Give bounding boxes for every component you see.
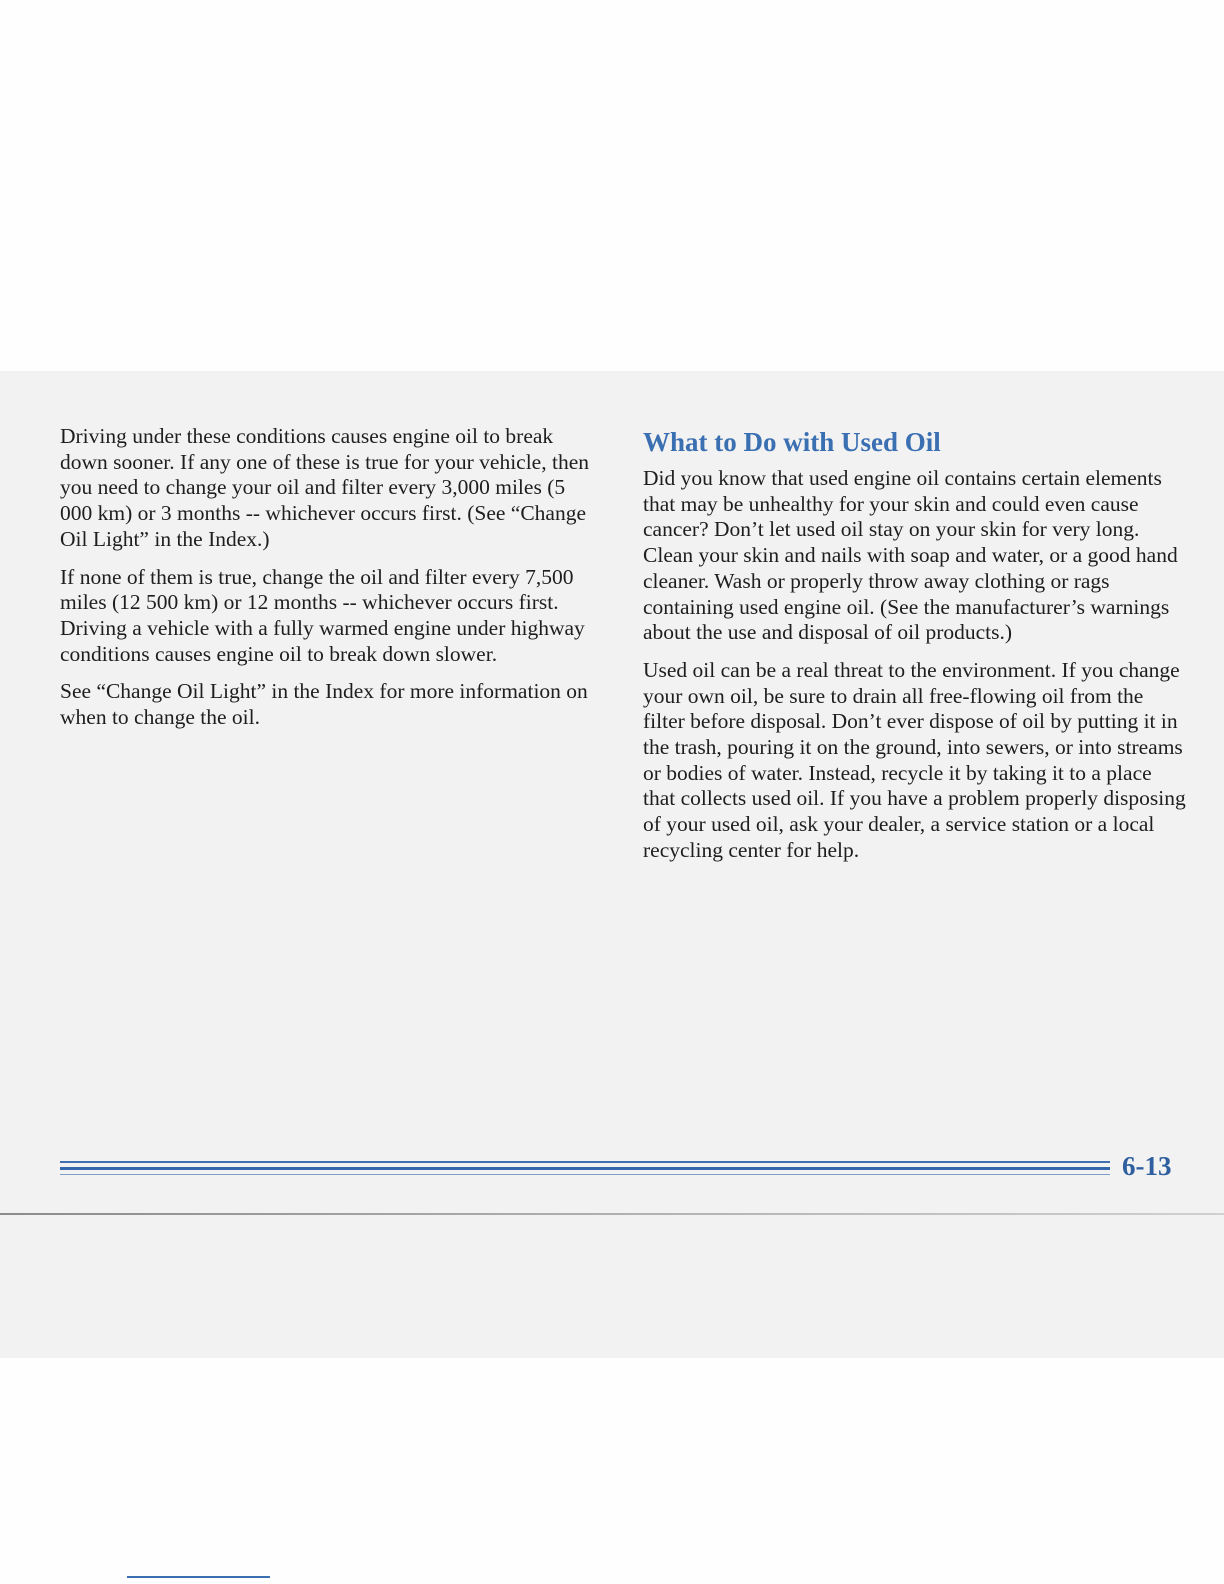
footer-rule-middle [60,1167,1110,1170]
footer-rule-top [60,1161,1110,1163]
page-number: 6-13 [1122,1151,1172,1181]
paragraph-health-warning: Did you know that used engine oil contains certain elements that may be unhealthy for your skin and could even cause cancer? Don’t let used oil stay on your skin for very long. Clean your skin and nails with soap and water, or a good hand cleaner. Wash or properly throw away clothing or rags containing used engine oil. (See the manufacturer’s warnings about the use and disposal of oil products.) [643,466,1178,645]
scan-divider-line [0,1213,1224,1215]
paragraph-environment: Used oil can be a real threat to the environment. If you change your own oil, be sure to drain all free-flowing oil from the filter before disposal. Don’t ever dispose of oil by putting it in the trash, pouring it on the ground, into sewers, or into streams or bodies of water. Instead, recycle it by taking it to a place that collects used oil. If you have a problem properly disposing of your used oil, ask your dealer, a service station or a local recycling center for help. [643,657,1186,862]
section-heading: What to Do with Used Oil [643,427,941,457]
paragraph-oil-change-normal: If none of them is true, change the oil and filter every 7,500 miles (12 500 km) or 12 months -- whichever occurs first. Driving a vehicle with a fully warmed engine under highway conditions causes engine oil to break down slower. [60,564,585,666]
paragraph-oil-change-severe: Driving under these conditions causes engine oil to break down sooner. If any one of these is true for your vehicle, then you need to change your oil and filter every 3,000 miles (5 000 km) or 3 months -- whichever occurs first. (See “Change Oil Light” in the Index.) [60,424,589,551]
bottom-link-underline [127,1576,270,1578]
left-column [60,424,600,743]
footer-rule-bottom [60,1174,1110,1175]
right-column [643,424,1188,876]
paragraph-see-change-oil-light: See “Change Oil Light” in the Index for more information on when to change the oil. [60,679,588,730]
